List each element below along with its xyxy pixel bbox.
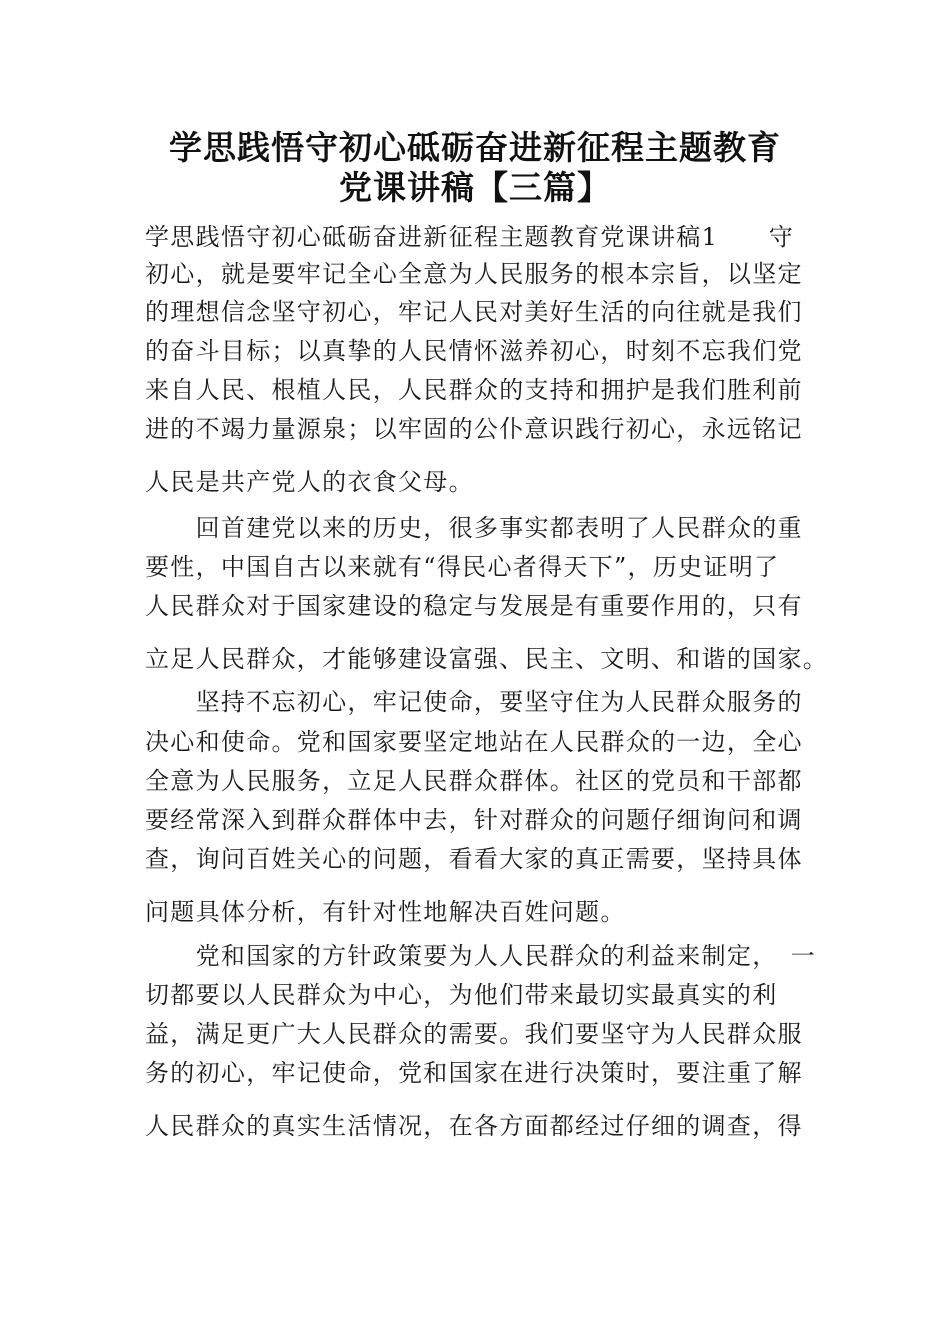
body-text-line: 的理想信念坚守初心，牢记人民对美好生活的向往就是我们	[145, 298, 803, 326]
body-text-line: 全意为人民服务，立足人民群众群体。社区的党员和干部都	[145, 767, 803, 795]
document-title-line-1: 学思践悟守初心砥砺奋进新征程主题教育	[169, 128, 781, 167]
body-text-line: 人民是共产党人的衣食父母。	[145, 468, 474, 496]
body-text-line: 益，满足更广大人民群众的需要。我们要坚守为人民群众服	[145, 1020, 803, 1048]
document-title-line-2: 党课讲稿【三篇】	[339, 168, 611, 207]
body-text-line: 人民群众对于国家建设的稳定与发展是有重要作用的，只有	[145, 592, 803, 620]
body-text-line: 初心，就是要牢记全心全意为人民服务的根本宗旨，以坚定	[145, 260, 803, 288]
body-text-line: 要性，中国自古以来就有“得民心者得天下”，历史证明了	[145, 553, 780, 581]
body-text-line: 来自人民、根植人民，人民群众的支持和拥护是我们胜利前	[145, 376, 803, 404]
body-text-line: 问题具体分析，有针对性地解决百姓问题。	[145, 898, 626, 926]
body-text-line: 立足人民群众，才能够建设富强、民主、文明、和谐的国家。	[145, 645, 829, 673]
body-text-line: 的奋斗目标；以真挚的人民情怀滋养初心，时刻不忘我们党	[145, 337, 803, 365]
body-text-line: 要经常深入到群众群体中去，针对群众的问题仔细询问和调	[145, 806, 803, 834]
body-text-line: 查，询问百姓关心的问题，看看大家的真正需要，坚持具体	[145, 845, 803, 873]
body-text-line: 党和国家的方针政策要为人人民群众的利益来制定， 一	[145, 942, 817, 970]
body-text-line: 回首建党以来的历史，很多事实都表明了人民群众的重	[145, 514, 803, 542]
body-text-line: 务的初心，牢记使命，党和国家在进行决策时，要注重了解	[145, 1059, 803, 1087]
body-text-line: 学思践悟守初心砥砺奋进新征程主题教育党课讲稿1 守	[145, 223, 795, 251]
body-text-line: 决心和使命。党和国家要坚定地站在人民群众的一边，全心	[145, 728, 803, 756]
body-text-line: 人民群众的真实生活情况，在各方面都经过仔细的调查，得	[145, 1112, 803, 1140]
body-text-line: 坚持不忘初心，牢记使命，要坚守住为人民群众服务的	[145, 688, 803, 716]
body-text-line: 进的不竭力量源泉；以牢固的公仆意识践行初心，永远铭记	[145, 415, 803, 443]
body-text-line: 切都要以人民群众为中心，为他们带来最切实最真实的利	[145, 981, 778, 1009]
